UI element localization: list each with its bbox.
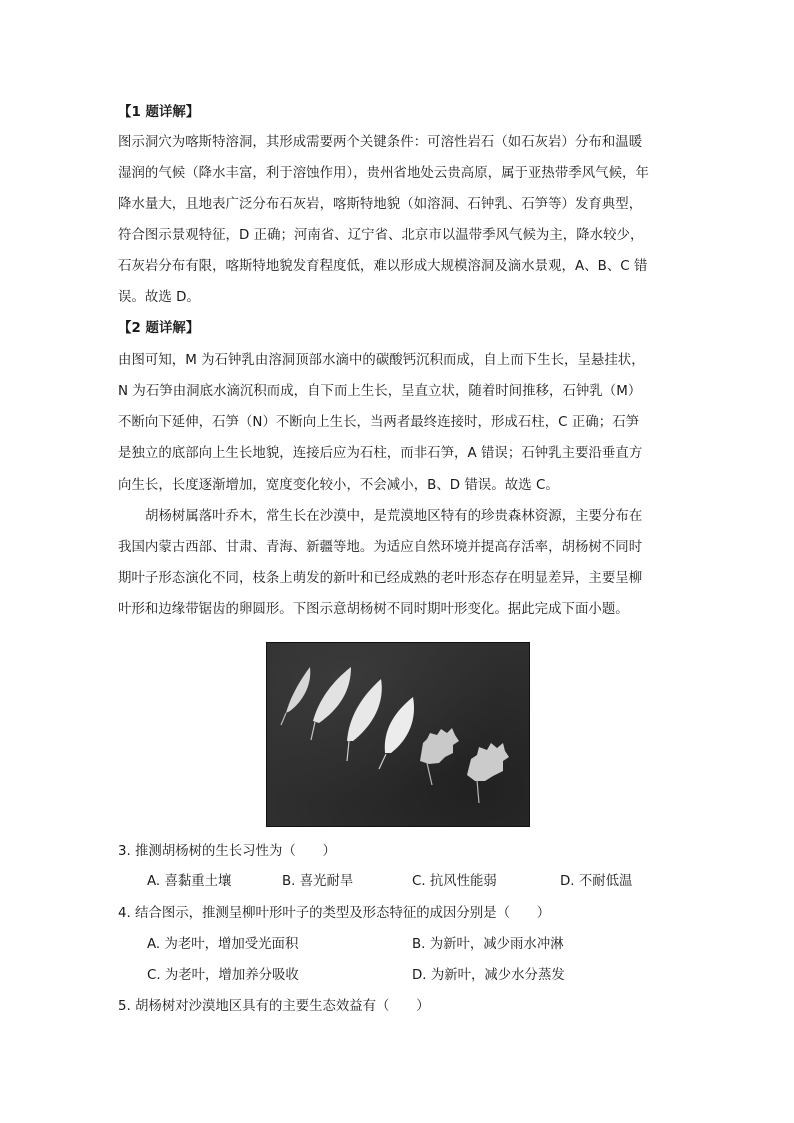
leaf-stem-3 [347,741,349,761]
leaf-toothed-6 [467,743,509,781]
section2-line: 由图可知，M 为石钟乳由溶洞顶部水滴中的碳酸钙沉积而成，自上而下生长，呈悬挂状， [118,353,645,368]
q4-option-d[interactable]: D. 为新叶，减少水分蒸发 [412,968,565,983]
section2-line: 向生长，长度逐渐增加，宽度变化较小，不会减小，B、D 错误。故选 C。 [118,478,559,493]
section2-line: 是独立的底部向上生长地貌，连接后应为石柱，而非石笋，A 错误；石钟乳主要沿垂直方 [118,446,643,461]
question-3-stem: 3. 推测胡杨树的生长习性为（ ） [118,844,336,859]
section1-heading: 【1 题详解】 [118,105,200,120]
intro-line: 叶形和边缘带锯齿的卵圆形。下图示意胡杨树不同时期叶形变化。据此完成下面小题。 [118,602,629,617]
intro-line: 胡杨树属落叶乔木，常生长在沙漠中，是荒漠地区特有的珍贵森林资源，主要分布在 [145,509,643,524]
leaf-stem-6 [477,780,479,803]
section1-line: 石灰岩分布有限，喀斯特地貌发育程度低，难以形成大规模溶洞及滴水景观，A、B、C 错 [118,259,648,274]
q4-option-a[interactable]: A. 为老叶，增加受光面积 [147,937,299,952]
question-5-stem: 5. 胡杨树对沙漠地区具有的主要生态效益有（ ） [118,999,430,1014]
leaf-stem-5 [427,763,432,785]
section1-line: 误。故选 D。 [118,290,200,305]
section1-line: 符合图示景观特征，D 正确；河南省、辽宁省、北京市以温带季风气候为主，降水较少， [118,228,644,243]
section1-line: 降水量大，且地表广泛分布石灰岩，喀斯特地貌（如溶洞、石钟乳、石笋等）发育典型， [118,197,643,212]
leaf-ovate-3 [347,679,382,741]
leaf-stem-2 [311,722,315,740]
leaf-willow-1 [286,667,310,713]
leaf-shapes [267,643,529,826]
question-4-stem: 4. 结合图示，推测呈柳叶形叶子的类型及形态特征的成因分别是（ ） [118,906,551,921]
q3-option-a[interactable]: A. 喜黏重土壤 [147,874,232,889]
leaf-ovate-4 [385,697,414,753]
q3-option-c[interactable]: C. 抗风性能弱 [412,874,497,889]
leaf-toothed-5 [420,728,459,764]
leaf-stem-1 [281,713,286,725]
poplar-leaves-photo [266,642,530,827]
section1-line: 图示洞穴为喀斯特溶洞，其形成需要两个关键条件：可溶性岩石（如石灰岩）分布和温暖 [118,135,643,150]
leaf-stem-4 [379,754,386,769]
leaf-willow-2 [313,667,351,723]
q4-option-b[interactable]: B. 为新叶，减少雨水冲淋 [412,937,564,952]
intro-line: 期叶子形态演化不同，枝条上萌发的新叶和已经成熟的老叶形态存在明显差异，主要呈柳 [118,571,643,586]
section2-line: 不断向下延伸，石笋（N）不断向上生长，当两者最终连接时，形成石柱，C 正确；石笋 [118,415,640,430]
section2-line: N 为石笋由洞底水滴沉积而成，自下而上生长，呈直立状，随着时间推移，石钟乳（M） [118,384,642,399]
section2-heading: 【2 题详解】 [118,321,200,336]
q3-option-d[interactable]: D. 不耐低温 [560,874,633,889]
section1-line: 湿润的气候（降水丰富，利于溶蚀作用），贵州省地处云贵高原，属于亚热带季风气候，年 [118,166,649,181]
q4-option-c[interactable]: C. 为老叶，增加养分吸收 [147,968,299,983]
intro-line: 我国内蒙古西部、甘肃、青海、新疆等地。为适应自然环境并提高存活率，胡杨树不同时 [118,540,643,555]
q3-option-b[interactable]: B. 喜光耐旱 [282,874,354,889]
